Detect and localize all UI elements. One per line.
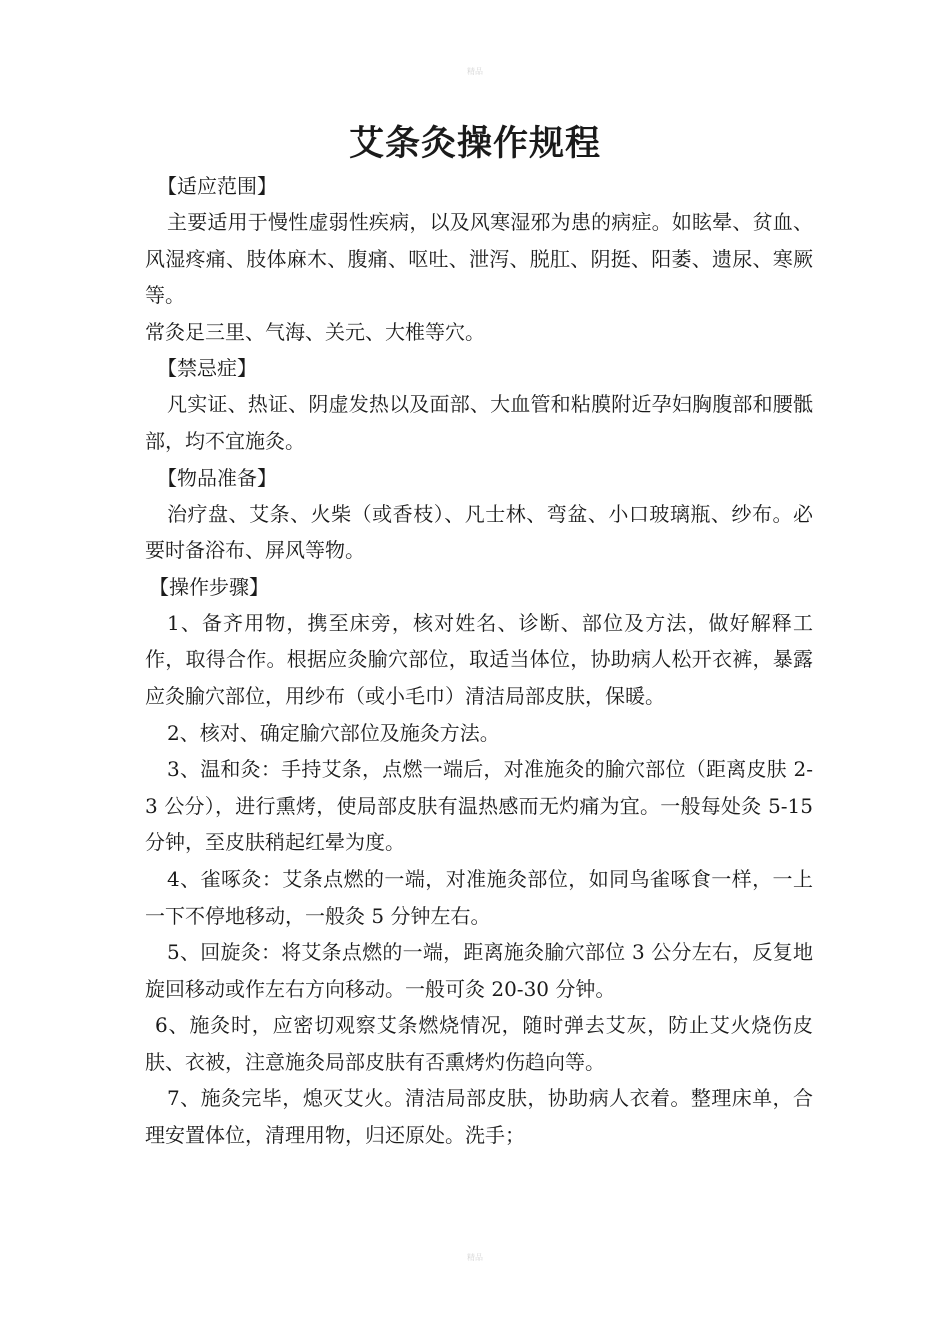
step-item-6: 6、施灸时，应密切观察艾条燃烧情况，随时弹去艾灰，防止艾火烧伤皮肤、衣被，注意施灸局部皮肤有否熏烤灼伤趋向等。 bbox=[145, 1013, 813, 1074]
section-heading-contraindications: 【禁忌症】 bbox=[157, 356, 257, 381]
section-heading-steps: 【操作步骤】 bbox=[149, 574, 269, 599]
section-heading-supplies: 【物品准备】 bbox=[157, 465, 277, 490]
section-supplies bbox=[145, 460, 813, 569]
supplies-paragraph: 治疗盘、艾条、火柴（或香枝）、凡士林、弯盆、小口玻璃瓶、纱布。必要时备浴布、屏风等物。 bbox=[145, 501, 813, 563]
step-item-7: 7、施灸完毕，熄灭艾火。清洁局部皮肤，协助病人衣着。整理床单，合理安置体位，清理用物，归还原处。洗手； bbox=[145, 1086, 813, 1148]
indications-paragraph: 主要适用于慢性虚弱性疾病，以及风寒湿邪为患的病症。如眩晕、贫血、风湿疼痛、肢体麻木、腹痛、呕吐、泄泻、脱肛、阴挺、阳萎、遗尿、寒厥等。 bbox=[145, 210, 813, 308]
section-indications bbox=[145, 168, 813, 350]
step-item-4: 4、雀啄灸：艾条点燃的一端，对准施灸部位，如同鸟雀啄食一样，一上一下不停地移动，一般灸 5 分钟左右。 bbox=[145, 866, 813, 928]
contraindications-paragraph: 凡实证、热证、阴虚发热以及面部、大血管和粘膜附近孕妇胸腹部和腰骶部，均不宜施灸。 bbox=[145, 392, 813, 453]
step-item-3: 3、温和灸：手持艾条，点燃一端后，对准施灸的腧穴部位（距离皮肤 2-3 公分），进行熏烤，使局部皮肤有温热感而无灼痛为宜。一般每处灸 5-15 分钟，至皮肤稍起红晕为度。 bbox=[145, 757, 813, 855]
watermark-bottom: 精品 bbox=[467, 1253, 483, 1262]
section-contraindications bbox=[145, 350, 813, 459]
step-item-2: 2、核对、确定腧穴部位及施灸方法。 bbox=[167, 720, 500, 745]
indications-acupoints: 常灸足三里、气海、关元、大椎等穴。 bbox=[145, 319, 485, 344]
section-steps bbox=[145, 569, 813, 1154]
step-item-5: 5、回旋灸：将艾条点燃的一端，距离施灸腧穴部位 3 公分左右，反复地旋回移动或作左右方向移动。一般可灸 20-30 分钟。 bbox=[145, 940, 813, 1001]
section-heading-indications: 【适应范围】 bbox=[157, 174, 277, 198]
watermark-top: 精品 bbox=[467, 67, 483, 76]
document-title: 艾条灸操作规程 bbox=[348, 124, 601, 164]
document-body bbox=[145, 168, 813, 1154]
step-item-1: 1、备齐用物，携至床旁，核对姓名、诊断、部位及方法，做好解释工作，取得合作。根据应灸腧穴部位，取适当体位，协助病人松开衣裤，暴露应灸腧穴部位，用纱布（或小毛巾）清洁局部皮肤，保暖。 bbox=[145, 610, 813, 708]
